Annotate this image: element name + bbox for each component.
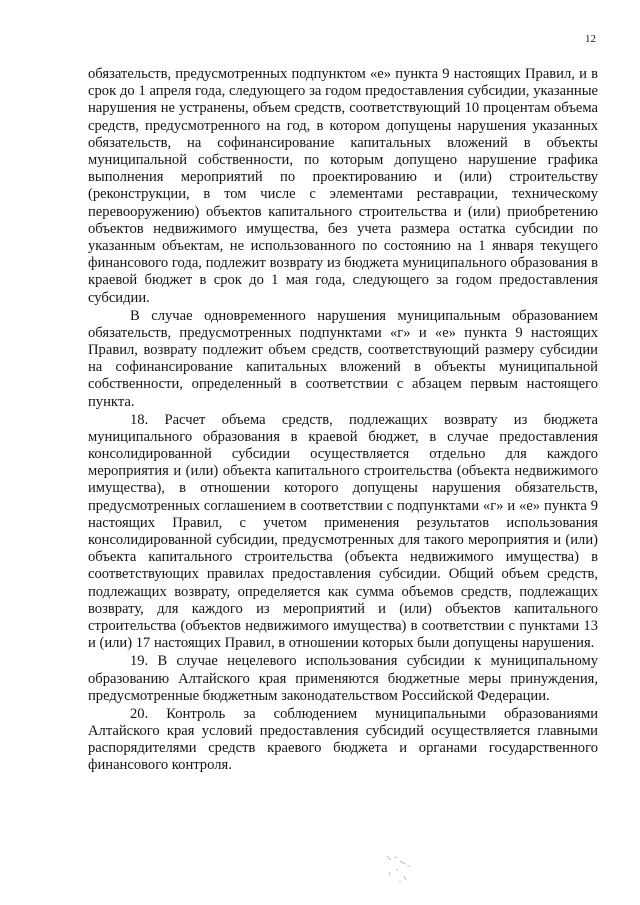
paragraph-item-19: 19. В случае нецелевого использования субсидии к муниципальному образованию Алтайского края применяются бюджетные меры принуждения, предусмотренные бюджетным законодательством Российской Федерации. [88, 653, 598, 704]
page-number: 12 [585, 33, 596, 45]
paragraph-simultaneous-violation: В случае одновременного нарушения муниципальным образованием обязательств, предусмотренных подпунктами «г» и «е» пункта 9 настоящих Правил, возврату подлежит объем средств, соответствующий размеру субсидии на софинансирование капитальных вложений в объекты муниципальной собственности, определенный в соответствии с абзацем первым настоящего пункта. [88, 307, 598, 410]
document-body [88, 66, 598, 775]
paragraph-item-18: 18. Расчет объема средств, подлежащих возврату из бюджета муниципального образования в краевой бюджет, в случае предоставления консолидированной субсидии осуществляется отдельно для каждого мероприятия и (или) объекта капитального строительства (объекта недвижимого имущества), в отношении которого допущены нарушения обязательств, предусмотренных соглашением в соответствии с подпунктами «г» и «е» пункта 9 настоящих Правил, с учетом применения результатов использования консолидированной субсидии, предусмотренных для такого мероприятия и (или) объекта капитального строительства (объекта недвижимого имущества) в соответствующих правилах предоставления субсидии. Общий объем средств, подлежащих возврату, определяется как сумма объемов средств, подлежащих возврату, для каждого из мероприятий и (или) объектов капитального строительства (объектов недвижимого имущества) в соответствии с пунктами 13 и (или) 17 настоящих Правил, в отношении которых были допущены нарушения. [88, 411, 598, 652]
paragraph-item-20: 20. Контроль за соблюдением муниципальными образованиями Алтайского края условий предоставления субсидий осуществляется главными распорядителями средств краевого бюджета и органами государственного финансового контроля. [88, 705, 598, 774]
faint-stamp-mark [384, 852, 418, 886]
paragraph-continuation: обязательств, предусмотренных подпунктом «е» пункта 9 настоящих Правил, и в срок до 1 апреля года, следующего за годом предоставления субсидии, указанные нарушения не устранены, объем средств, соответствующий 10 процентам объема средств, предусмотренного на год, в котором допущены нарушения указанных обязательств, на софинансирование капитальных вложений в объекты муниципальной собственности, по которым допущено нарушение графика выполнения мероприятий по проектированию и (или) строительству (реконструкции, в том числе с элементами реставрации, техническому перевооружению) объектов капитального строительства и (или) приобретению объектов недвижимого имущества, без учета размера остатка субсидии по указанным объектам, не использованного по состоянию на 1 января текущего финансового года, подлежит возврату из бюджета муниципального образования в краевой бюджет в срок до 1 мая года, следующего за годом предоставления субсидии. [88, 66, 598, 306]
